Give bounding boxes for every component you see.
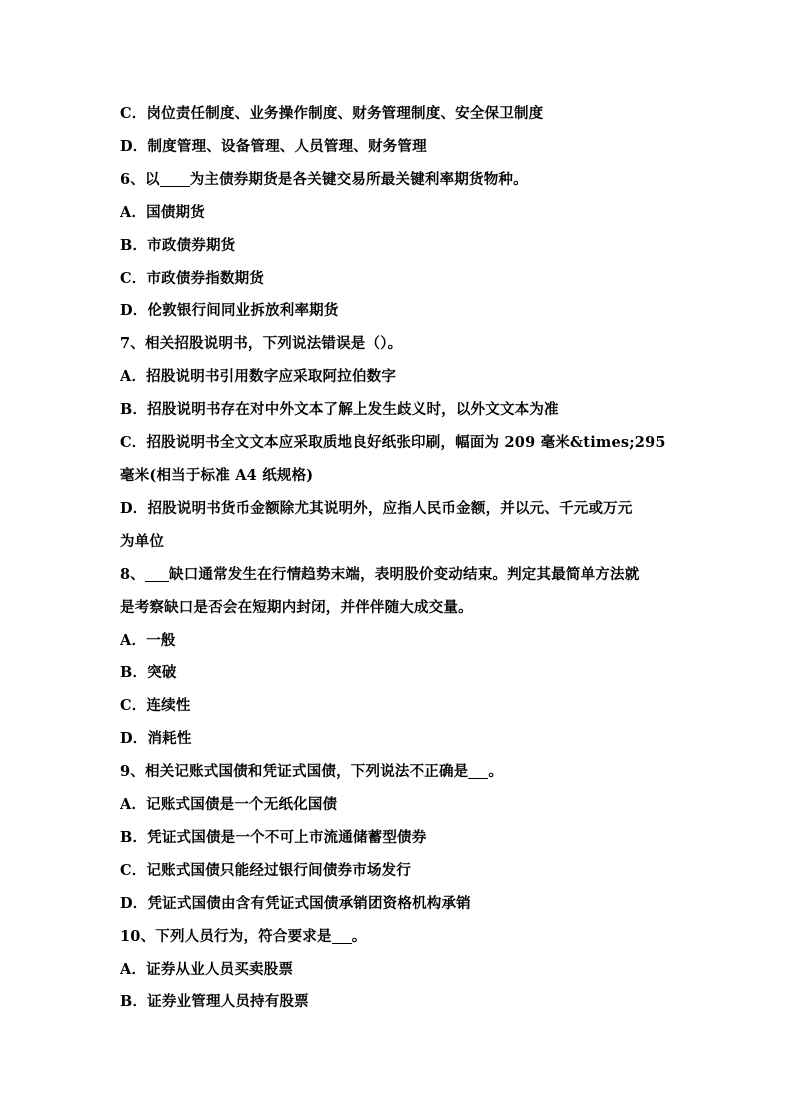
question-text: 8、: [120, 565, 145, 583]
question-9: [120, 756, 680, 789]
option-line: A．记账式国债是一个无纸化国债: [120, 796, 338, 814]
question-text: 。: [488, 763, 504, 781]
option-line: C．市政债券指数期货: [120, 269, 265, 287]
answer-blank: [332, 927, 352, 944]
option-line: C．岗位责任制度、业务操作制度、财务管理制度、安全保卫制度: [120, 105, 544, 122]
question-text: 10、下列人员行为，符合要求是: [120, 927, 332, 945]
option-line: D．制度管理、设备管理、人员管理、财务管理: [120, 137, 427, 155]
option-line: A．国债期货: [120, 203, 205, 221]
option-line: A．招股说明书引用数字应采取阿拉伯数字: [120, 368, 397, 386]
question-text: 。: [351, 927, 367, 945]
option-line: B．招股说明书存在对中外文本了解上发生歧义时，以外文文本为准: [120, 401, 559, 419]
option-line: C．连续性: [120, 697, 191, 715]
question-7: 7、相关招股说明书，下列说法错误是（）。: [120, 335, 403, 353]
option-line: D．凭证式国债由含有凭证式国债承销团资格机构承销: [120, 894, 471, 912]
question-text: 缺口通常发生在行情趋势末端，表明股价变动结束。判定其最简单方法就: [169, 565, 640, 583]
option-line: D．伦敦银行间同业拆放利率期货: [120, 302, 339, 320]
option-line: C．招股说明书全文文本应采取质地良好纸张印刷，幅面为 209 毫米&times;295: [120, 434, 666, 452]
option-line: B．市政债券期货: [120, 236, 236, 254]
option-line: D．消耗性: [120, 730, 192, 748]
question-6: [120, 164, 680, 197]
answer-blank: [468, 762, 488, 779]
option-line-continued: 毫米(相当于标准 A4 纸规格): [120, 466, 314, 484]
option-line-continued: 为单位: [120, 532, 165, 550]
question-list: [120, 98, 680, 1019]
option-line: B．证券业管理人员持有股票: [120, 993, 309, 1011]
answer-blank: [145, 565, 169, 582]
question-text: 6、以: [120, 170, 160, 188]
question-10: [120, 921, 680, 954]
option-line: A．证券从业人员买卖股票: [120, 960, 294, 978]
question-8-continued: 是考察缺口是否会在短期内封闭，并伴伴随大成交量。: [120, 598, 473, 616]
question-text: 为主债券期货是各关键交易所最关键利率期货物种。: [189, 170, 528, 188]
option-line: B．突破: [120, 664, 177, 682]
option-line: B．凭证式国债是一个不可上市流通储蓄型债券: [120, 828, 427, 846]
option-line: C．记账式国债只能经过银行间债券市场发行: [120, 861, 412, 879]
question-text: 9、相关记账式国债和凭证式国债，下列说法不正确是: [120, 763, 469, 781]
question-8: [120, 559, 680, 592]
option-line: A．一般: [120, 631, 176, 649]
option-line: D．招股说明书货币金额除尤其说明外，应指人民币金额，并以元、千元或万元: [120, 499, 633, 517]
answer-blank: [160, 170, 190, 187]
